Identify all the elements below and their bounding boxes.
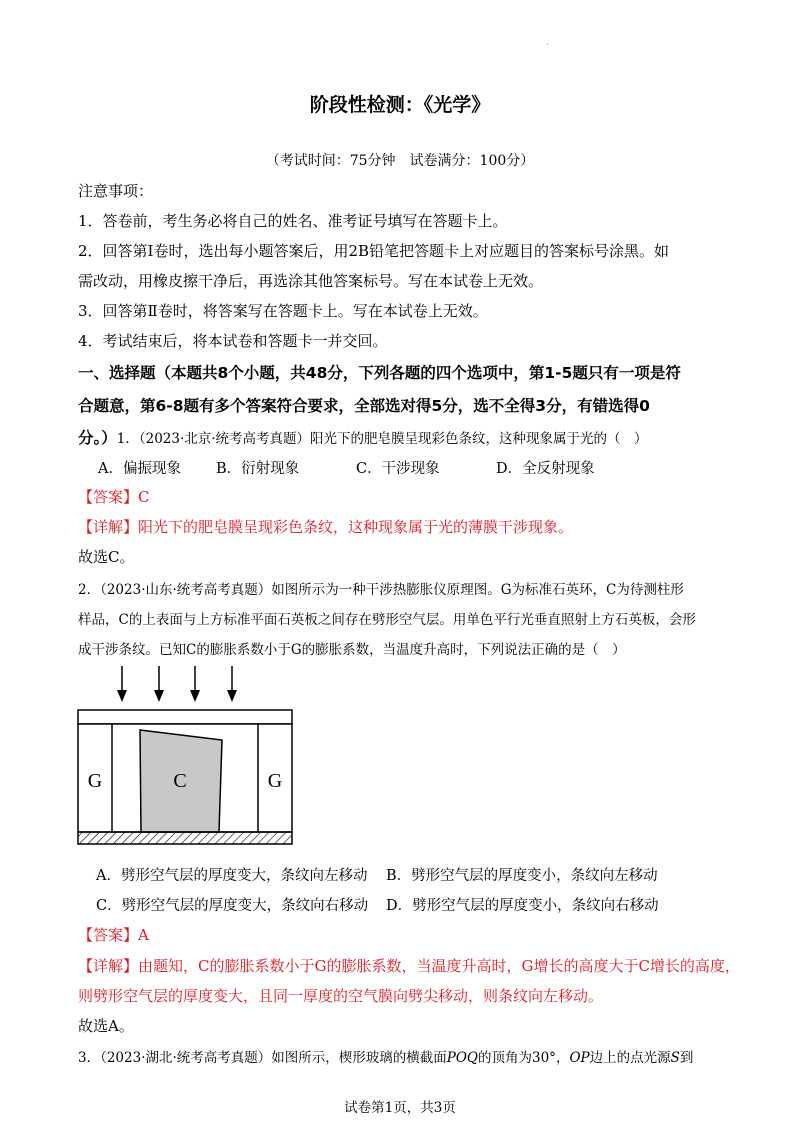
- section-heading-line2: 合题意，第6-8题有多个答案符合要求，全部选对得5分，选不全得3分，有错选得0: [78, 397, 650, 415]
- q2-stem-line: 成干涉条纹。已知C的膨胀系数小于G的膨胀系数，当温度升高时，下列说法正确的是（ ）: [78, 642, 626, 658]
- q2-answer: 【答案】A: [78, 926, 149, 944]
- section-heading-line1: 一、选择题（本题共8个小题，共48分，下列各题的四个选项中，第1-5题只有一项是符: [78, 364, 681, 382]
- q2-stem-line: 2．（2023·山东·统考高考真题）如图所示为一种干涉热膨胀仪原理图。G为标准石英环，C为待测柱形: [78, 582, 684, 598]
- q3-stem: [78, 1046, 693, 1066]
- q2-detail-line1: 【详解】由题知，C的膨胀系数小于G的膨胀系数，当温度升高时，G增长的高度大于C增长的高度，: [78, 957, 740, 975]
- q3-var-op: OP: [569, 1050, 590, 1066]
- q3-stem-text: 3．（2023·湖北·统考高考真题）如图所示，楔形玻璃的横截面: [78, 1050, 447, 1066]
- note-item: 需改动，用橡皮擦干净后，再选涂其他答案标号。写在本试卷上无效。: [78, 272, 544, 290]
- interferometer-figure: [76, 660, 296, 850]
- note-item: 3．回答第Ⅱ卷时，将答案写在答题卡上。写在本试卷上无效。: [78, 302, 488, 320]
- q1-stem-text: 1．（2023·北京·统考高考真题）阳光下的肥皂膜呈现彩色条纹，这种现象属于光的（ ）: [116, 431, 648, 447]
- label-g-left: G: [87, 770, 103, 792]
- q3-stem-text: 边上的点光源: [589, 1050, 671, 1066]
- incident-light-arrows: [117, 666, 237, 702]
- label-g-right: G: [267, 770, 283, 792]
- note-item: 4．考试结束后，将本试卷和答题卡一并交回。: [78, 332, 388, 350]
- q1-option-a: A．偏振现象: [98, 461, 181, 477]
- note-item: 1．答卷前，考生务必将自己的姓名、准考证号填写在答题卡上。: [78, 212, 508, 230]
- q1-answer: 【答案】C: [78, 488, 150, 506]
- q3-stem-text: ，: [555, 1050, 570, 1066]
- q2-option-c: C．劈形空气层的厚度变大，条纹向右移动: [96, 898, 369, 914]
- q1-detail: 【详解】阳光下的肥皂膜呈现彩色条纹，这种现象属于光的薄膜干涉现象。: [78, 518, 574, 536]
- q2-conclusion: 故选A。: [78, 1017, 134, 1035]
- label-c: C: [173, 770, 187, 792]
- base-plate: [78, 832, 292, 844]
- q1-option-b: B．衍射现象: [216, 461, 300, 477]
- exam-info: （考试时间：75分钟 试卷满分：100分）: [265, 153, 535, 169]
- q3-angle: 30°: [532, 1050, 556, 1066]
- q1-stem: [78, 426, 648, 448]
- q3-var-s: S: [670, 1050, 680, 1066]
- q2-option-d: D．劈形空气层的厚度变小，条纹向右移动: [386, 898, 659, 914]
- q2-option-a: A．劈形空气层的厚度变大，条纹向左移动: [96, 868, 368, 884]
- q1-option-c: C．干涉现象: [356, 461, 440, 477]
- notes-heading: 注意事项：: [78, 182, 154, 200]
- quartz-plate: [78, 710, 292, 724]
- q1-option-d: D．全反射现象: [496, 461, 595, 477]
- q3-stem-text: 的顶角为: [478, 1050, 532, 1066]
- page-title: 阶段性检测：《光学》: [309, 94, 491, 116]
- q1-conclusion: 故选C。: [78, 548, 135, 566]
- page-dot-mark: ·: [546, 40, 550, 51]
- q2-stem-line: 样品，C的上表面与上方标准平面石英板之间存在劈形空气层。用单色平行光垂直照射上方石英板，会形: [78, 612, 696, 628]
- q2-option-b: B．劈形空气层的厚度变小，条纹向左移动: [386, 868, 658, 884]
- page-footer: 试卷第1页，共3页: [344, 1100, 456, 1116]
- section-heading-line3: 分。）: [78, 429, 117, 447]
- q3-var-poq: POQ: [446, 1050, 478, 1066]
- q3-stem-text: 到: [679, 1050, 694, 1066]
- q2-detail-line2: 则劈形空气层的厚度变大，且同一厚度的空气膜向劈尖移动，则条纹向左移动。: [78, 987, 604, 1005]
- note-item: 2．回答第Ⅰ卷时，选出每小题答案后，用2B铅笔把答题卡上对应题目的答案标号涂黑。如: [78, 242, 670, 260]
